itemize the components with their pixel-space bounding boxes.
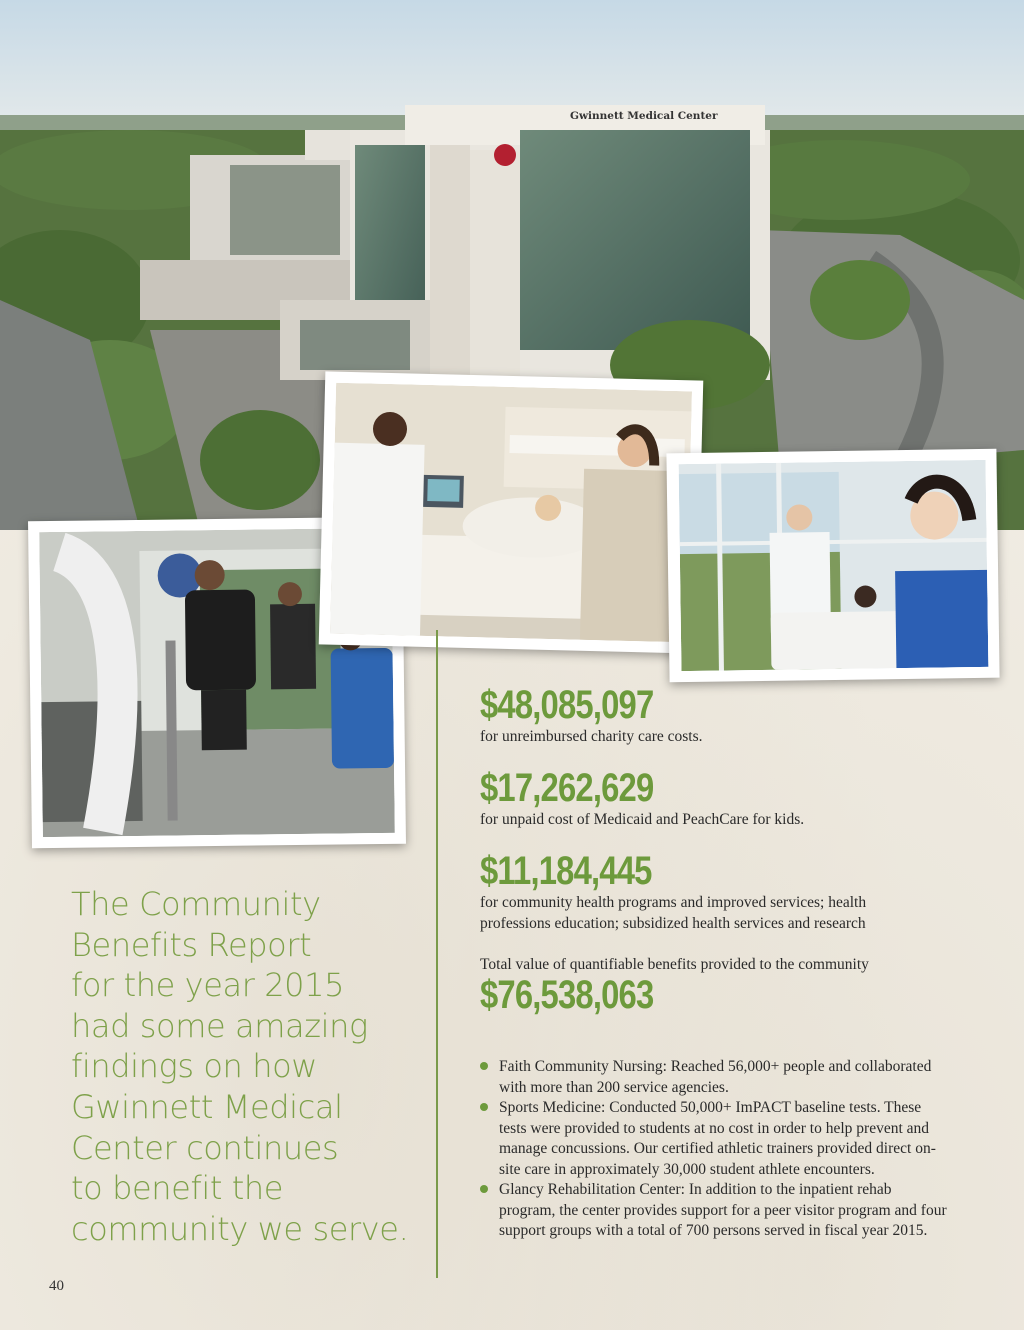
bullet-dot-icon — [480, 1062, 488, 1070]
bullet-dot-icon — [480, 1103, 488, 1111]
pull-quote-line: findings on how — [71, 1047, 318, 1086]
page-number: 40 — [49, 1278, 64, 1294]
program-highlights-list — [480, 1057, 950, 1242]
pull-quote — [71, 884, 416, 1249]
list-item-text: Sports Medicine: Conducted 50,000+ ImPACT baseline tests. These tests were provided to students at no cost in order to help prevent and manage concussions. Our certified athletic trainers provided direct on-site care in approximately 30,000 student athlete encounters. — [499, 1099, 936, 1178]
pull-quote-line: to benefit the — [71, 1169, 284, 1208]
list-item-text: Faith Community Nursing: Reached 56,000+ people and collaborated with more than 200 service agencies. — [499, 1058, 932, 1096]
pull-quote-line: community we serve. — [71, 1209, 409, 1248]
pull-quote-line: Gwinnett Medical — [71, 1087, 343, 1126]
charity-care-amount: $48,085,097 — [480, 683, 654, 727]
pull-quote-line: Benefits Report — [71, 925, 312, 964]
pull-quote-line: The Community — [71, 885, 321, 923]
bullet-dot-icon — [480, 1185, 488, 1193]
list-item — [480, 1180, 950, 1242]
building-sign-text: Gwinnett Medical Center — [570, 110, 718, 122]
community-programs-description: for community health programs and improved services; health professions education; subsidized health services and research — [480, 894, 867, 932]
list-item-text: Glancy Rehabilitation Center: In addition to the inpatient rehab program, the center provides support for a peer visitor program and four support groups with a total of 700 persons served in fiscal year 2015. — [499, 1181, 947, 1239]
total-benefits-amount: $76,538,063 — [480, 973, 654, 1017]
community-programs-amount: $11,184,445 — [480, 849, 652, 893]
pull-quote-line: had some amazing — [71, 1006, 368, 1045]
medicaid-amount: $17,262,629 — [480, 766, 654, 810]
column-divider — [436, 630, 438, 1278]
nurse-patient-photo — [666, 449, 999, 683]
list-item — [480, 1057, 950, 1098]
pull-quote-line: Center continues — [71, 1128, 339, 1167]
doctor-bedside-photo — [319, 371, 704, 653]
charity-care-description: for unreimbursed charity care costs. — [480, 728, 703, 745]
pull-quote-line: for the year 2015 — [71, 966, 345, 1005]
list-item — [480, 1098, 950, 1180]
medicaid-description: for unpaid cost of Medicaid and PeachCare for kids. — [480, 811, 805, 828]
total-benefits-label: Total value of quantifiable benefits provided to the community — [480, 956, 869, 973]
